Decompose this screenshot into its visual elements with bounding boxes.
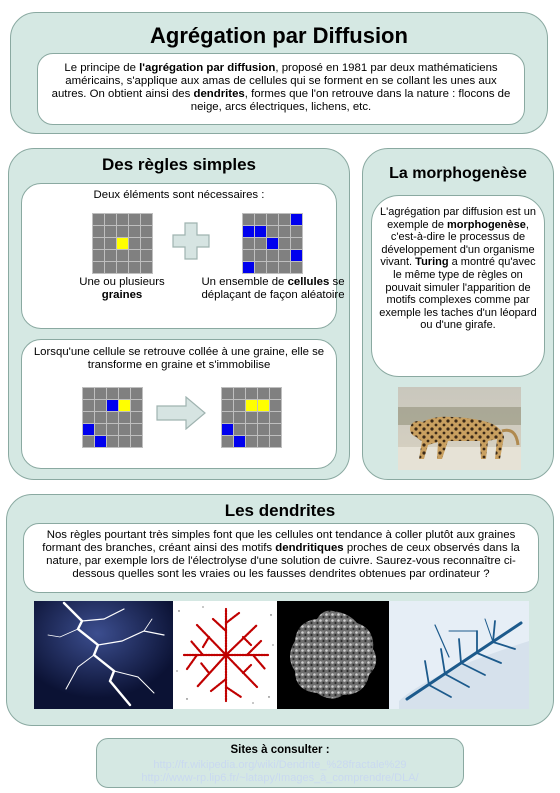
dendrites-panel bbox=[6, 494, 554, 726]
arrow-right-icon bbox=[156, 396, 206, 430]
elements-card bbox=[21, 183, 345, 329]
morpho-panel bbox=[362, 148, 554, 480]
page-title: Agrégation par Diffusion bbox=[150, 23, 408, 48]
intro-card bbox=[37, 53, 525, 125]
gray-dla-image bbox=[277, 601, 389, 709]
intro-text: Le principe de l'agrégation par diffusion, proposé en 1981 par deux mathématiciens américains, s'applique aux amas de cellules qui se forment en se collant les unes aux autres. On obtient ainsi des dendrites, formes que l'on retrouve dans la nature : flocons de neige, arcs électriques, lichens, etc. bbox=[51, 62, 511, 113]
after-grid bbox=[221, 387, 282, 448]
elements-heading: Deux éléments sont nécessaires : bbox=[93, 189, 265, 201]
rules-title: Des règles simples bbox=[101, 155, 257, 174]
transform-card bbox=[21, 339, 337, 469]
rules-panel bbox=[8, 148, 350, 480]
sites-panel bbox=[96, 738, 464, 788]
morpho-text: L'agrégation par diffusion est un exemple de morphogenèse, c'est-à-dire le processus de développement d'un organisme vivant. Turing a montré qu'avec le même type de règles on pouvait simuler l'apparition de motifs complexes comme par exemple les taches d'un léopard ou d'une girafe. bbox=[379, 206, 537, 332]
lightning-image bbox=[34, 601, 174, 709]
seeds-caption: Une ou plusieurs graines bbox=[79, 276, 165, 301]
dendrites-title: Les dendrites bbox=[224, 501, 336, 520]
header-panel bbox=[10, 12, 548, 134]
morpho-card bbox=[371, 195, 545, 377]
wikipedia-link[interactable]: http://fr.wikipedia.org/wiki/Dendrite_%28fractale%29 bbox=[153, 759, 407, 771]
transform-text: Lorsqu'une cellule se retrouve collée à une graine, elle se transforme en graine et s'immobilise bbox=[33, 346, 325, 371]
before-grid bbox=[82, 387, 143, 448]
frost-image bbox=[389, 601, 529, 709]
red-dla-image bbox=[173, 601, 279, 709]
cells-grid bbox=[242, 213, 303, 274]
plus-icon bbox=[172, 222, 210, 260]
seed-grid bbox=[92, 213, 153, 274]
dendrites-card bbox=[23, 523, 539, 593]
leopard-photo bbox=[398, 387, 521, 470]
lip6-link[interactable]: http://www-rp.lip6.fr/~latapy/Images_à_comprendre/DLA/ bbox=[141, 772, 419, 784]
morpho-title: La morphogenèse bbox=[389, 165, 527, 182]
dendrites-text: Nos règles pourtant très simples font que les cellules ont tendance à coller plutôt aux graines formant des branches, créant ainsi des motifs dendritiques proches de ceux observés dans la nature, par exemple lors de l'électrolyse d'une solution de cuivre. Saurez-vous reconnaître ci-dessous quelles sont les vraies ou les fausses dendrites obtenues par ordinateur ? bbox=[42, 529, 520, 580]
sites-title: Sites à consulter : bbox=[230, 744, 330, 756]
cells-caption: Un ensemble de cellules se déplaçant de façon aléatoire bbox=[201, 276, 345, 301]
